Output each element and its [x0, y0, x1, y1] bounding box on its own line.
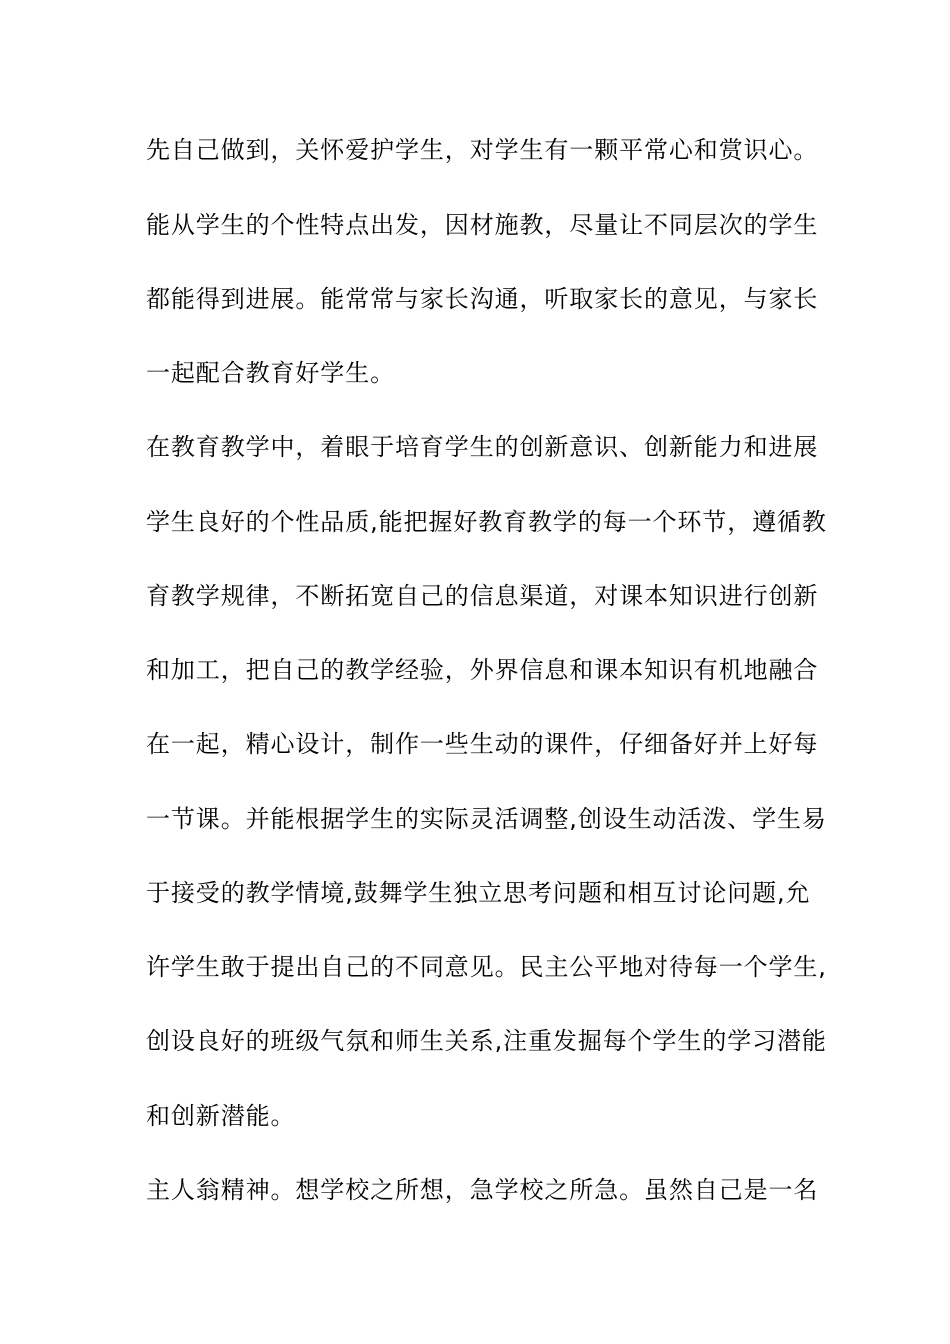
text-line-10: 一节课。并能根据学生的实际灵活调整,创设生动活泼、学生易 — [146, 805, 827, 833]
text-line-4: 一起配合教育好学生。 — [146, 359, 395, 387]
text-line-11: 于接受的教学情境,鼓舞学生独立思考问题和相互讨论问题,允 — [146, 879, 811, 907]
text-line-9: 在一起，精心设计，制作一些生动的课件，仔细备好并上好每 — [146, 730, 819, 758]
text-line-2: 能从学生的个性特点出发，因材施教，尽量让不同层次的学生 — [146, 211, 819, 239]
text-line-5: 在教育教学中，着眼于培育学生的创新意识、创新能力和进展 — [146, 433, 819, 461]
text-line-12: 许学生敢于提出自己的不同意见。民主公平地对待每一个学生, — [146, 953, 827, 981]
text-line-13: 创设良好的班级气氛和师生关系,注重发掘每个学生的学习潜能 — [146, 1027, 827, 1055]
text-line-15: 主人翁精神。想学校之所想，急学校之所急。虽然自己是一名 — [146, 1176, 819, 1204]
text-line-3: 都能得到进展。能常常与家长沟通，听取家长的意见，与家长 — [146, 285, 819, 313]
text-line-1: 先自己做到，关怀爱护学生，对学生有一颗平常心和赏识心。 — [146, 136, 819, 164]
text-line-14: 和创新潜能。 — [146, 1102, 296, 1130]
text-line-7: 育教学规律，不断拓宽自己的信息渠道，对课本知识进行创新 — [146, 582, 819, 610]
text-line-6: 学生良好的个性品质,能把握好教育教学的每一个环节，遵循教 — [146, 508, 827, 536]
text-line-8: 和加工，把自己的教学经验，外界信息和课本知识有机地融合 — [146, 656, 819, 684]
